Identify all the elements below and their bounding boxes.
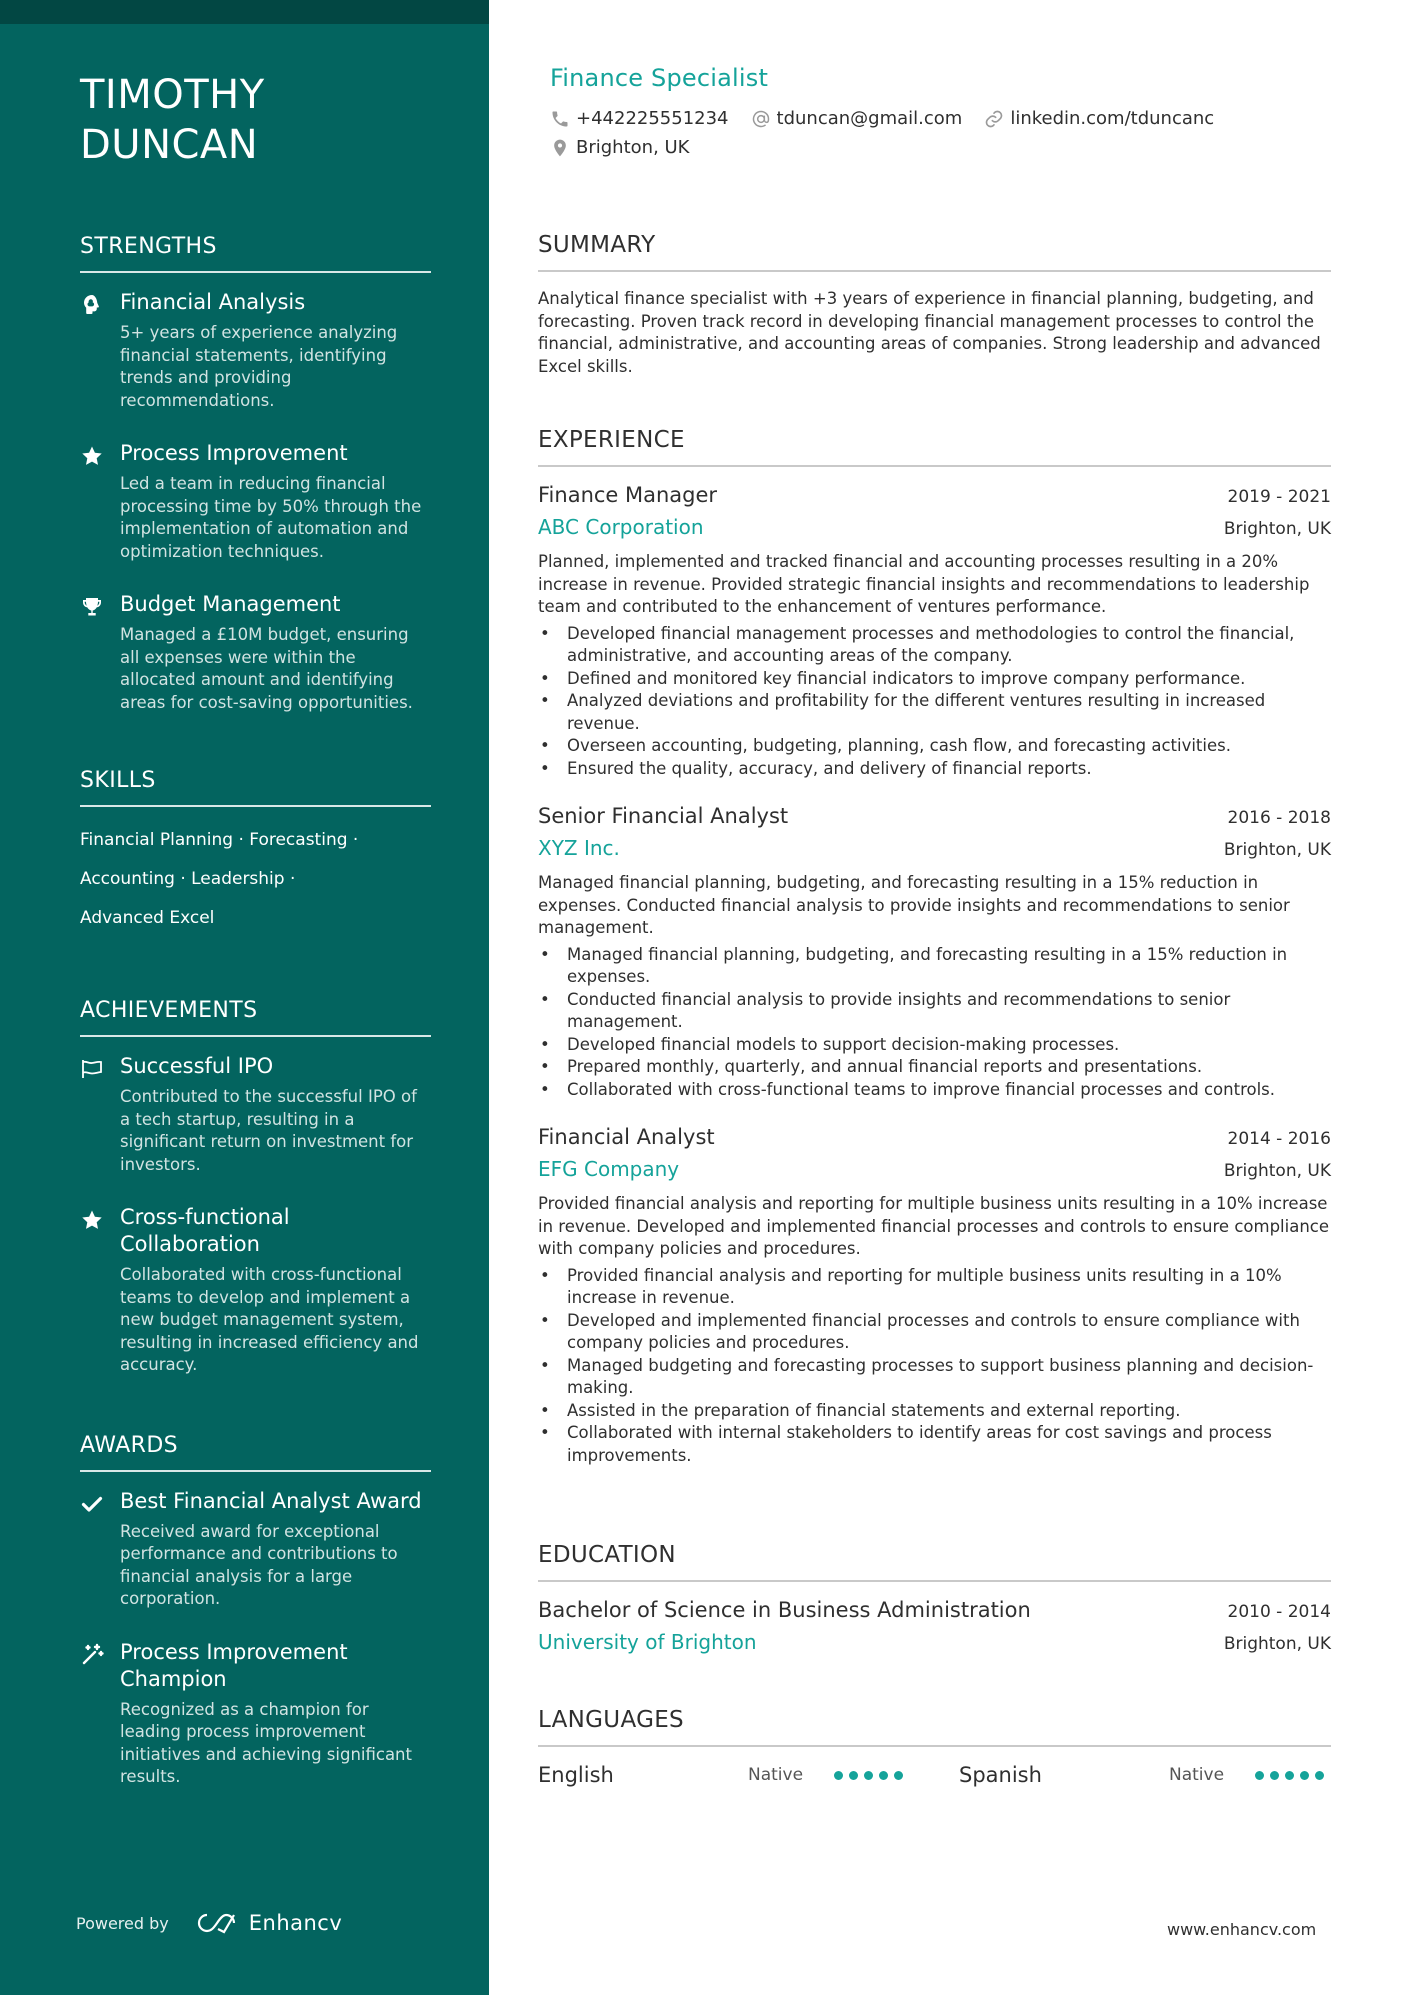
bullet-item: • Developed and implemented financial processes and controls to ensure compliance with company policies and procedures. — [538, 1310, 1331, 1355]
bullet-item: • Collaborated with internal stakeholders to identify areas for cost savings and process improvements. — [538, 1422, 1331, 1467]
bullet-item: • Developed financial management processes and methodologies to control the financial, administrative, and accounting areas of the company. — [538, 623, 1331, 668]
proficiency-dot — [1255, 1771, 1264, 1780]
footer-url[interactable]: www.enhancv.com — [1167, 1920, 1317, 1939]
proficiency-dots — [834, 1771, 909, 1780]
proficiency-dot — [1315, 1771, 1324, 1780]
entry-subheader — [538, 507, 1331, 539]
proficiency-dot — [864, 1771, 873, 1780]
proficiency-dots — [1255, 1771, 1330, 1780]
flag-icon — [80, 1053, 108, 1176]
email-text: tduncan@gmail.com — [776, 108, 963, 129]
location-pin-icon — [550, 138, 570, 158]
entry-company: ABC Corporation — [538, 515, 704, 539]
education-degree: Bachelor of Science in Business Administration — [538, 1598, 1031, 1622]
summary-heading: SUMMARY — [538, 232, 1331, 272]
award-text — [120, 1488, 431, 1611]
entry-role: Senior Financial Analyst — [538, 804, 789, 828]
experience-entry — [538, 804, 1331, 1101]
achievements-section — [80, 998, 431, 1377]
strength-item — [80, 289, 431, 412]
entry-bullets — [538, 1265, 1331, 1468]
sidebar-content — [80, 70, 431, 1789]
experience-section — [538, 427, 1331, 1467]
bullet-item: • Conducted financial analysis to provide insights and recommendations to senior management. — [538, 989, 1331, 1034]
entry-role: Financial Analyst — [538, 1125, 715, 1149]
linkedin-text: linkedin.com/tduncanc — [1010, 108, 1215, 129]
entry-header — [538, 1125, 1331, 1149]
bullet-item: • Provided financial analysis and reporting for multiple business units resulting in a 10% increase in revenue. — [538, 1265, 1331, 1310]
entry-dates: 2019 - 2021 — [1227, 487, 1331, 507]
trophy-icon — [80, 591, 108, 714]
summary-text: Analytical finance specialist with +3 years of experience in financial planning, budgeting, and forecasting. Proven track record in developing financial management processes to control the financial, administrative, and accounting areas of companies. Strong leadership and advanced Excel skills. — [538, 289, 1321, 376]
achievement-text — [120, 1053, 431, 1176]
education-heading: EDUCATION — [538, 1542, 1331, 1582]
powered-by-label: Powered by — [76, 1913, 169, 1933]
bullet-item: • Prepared monthly, quarterly, and annual financial reports and presentations. — [538, 1056, 1331, 1079]
entry-role: Finance Manager — [538, 483, 718, 507]
bullet-item: • Analyzed deviations and profitability for the different ventures resulting in increased revenue. — [538, 690, 1331, 735]
education-entry — [538, 1598, 1331, 1654]
achievement-item — [80, 1204, 431, 1377]
bullet-item: • Developed financial models to support decision-making processes. — [538, 1034, 1331, 1057]
bullet-item: • Assisted in the preparation of financial statements and external reporting. — [538, 1400, 1331, 1423]
entry-bullets — [538, 623, 1331, 781]
last-name: DUNCAN — [80, 122, 259, 168]
education-school: University of Brighton — [538, 1630, 757, 1654]
contact-location — [550, 137, 689, 158]
strengths-heading: STRENGTHS — [80, 234, 431, 273]
award-title: Process Improvement Champion — [120, 1639, 348, 1691]
award-title: Best Financial Analyst Award — [120, 1488, 422, 1513]
entry-header — [538, 804, 1331, 828]
achievement-desc: Collaborated with cross-functional teams to develop and implement a new budget management system, resulting in increased efficiency and accuracy. — [120, 1265, 419, 1374]
check-icon — [80, 1488, 108, 1611]
achievements-heading: ACHIEVEMENTS — [80, 998, 431, 1037]
entry-bullets — [538, 944, 1331, 1102]
link-icon — [984, 109, 1004, 129]
strength-title: Financial Analysis — [120, 290, 306, 314]
strength-title: Process Improvement — [120, 441, 348, 465]
star-icon — [80, 1204, 108, 1377]
proficiency-dot — [879, 1771, 888, 1780]
contact-email[interactable] — [751, 108, 963, 129]
experience-entry — [538, 483, 1331, 780]
proficiency-dot — [834, 1771, 843, 1780]
brain-icon — [80, 289, 108, 412]
award-desc: Recognized as a champion for leading process improvement initiatives and achieving significant results. — [120, 1699, 412, 1786]
enhancv-logo[interactable] — [195, 1910, 343, 1936]
strength-desc: Managed a £10M budget, ensuring all expenses were within the allocated amount and identifying areas for cost-saving opportunities. — [120, 625, 413, 712]
strength-item — [80, 591, 431, 714]
contact-list — [550, 108, 1331, 166]
languages-section — [538, 1707, 1331, 1787]
phone-text: +442225551234 — [576, 108, 729, 129]
strength-desc: Led a team in reducing financial processing time by 50% through the implementation of automation and optimization techniques. — [120, 474, 422, 561]
summary-section — [538, 232, 1331, 378]
language-level: Native — [1169, 1765, 1225, 1785]
language-name: Spanish — [959, 1763, 1042, 1787]
phone-icon — [550, 109, 570, 129]
skills-line: Financial Planning · Forecasting · — [80, 830, 359, 850]
entry-subheader — [538, 1149, 1331, 1181]
magic-wand-icon — [80, 1639, 108, 1789]
entry-description: Provided financial analysis and reporting for multiple business units resulting in a 10% increase in revenue. Developed and implemented financial processes and controls to ensure compliance with company policies and procedures. — [538, 1194, 1330, 1258]
achievement-title: Cross-functional Collaboration — [120, 1205, 290, 1256]
entry-subheader — [538, 828, 1331, 860]
strength-text — [120, 591, 431, 714]
language-item — [538, 1763, 959, 1787]
language-name: English — [538, 1763, 614, 1787]
skills-heading: SKILLS — [80, 768, 431, 807]
sidebar — [0, 0, 489, 1995]
proficiency-dot — [1300, 1771, 1309, 1780]
strength-desc: 5+ years of experience analyzing financial statements, identifying trends and providing recommendations. — [120, 323, 398, 410]
skills-line: Accounting · Leadership · — [80, 869, 296, 889]
entry-location: Brighton, UK — [1223, 519, 1331, 539]
sidebar-top-bar — [0, 0, 489, 24]
skills-line: Advanced Excel — [80, 908, 215, 928]
candidate-name — [80, 70, 431, 170]
header — [538, 64, 1331, 166]
awards-heading: AWARDS — [80, 1433, 431, 1472]
proficiency-dot — [894, 1771, 903, 1780]
strength-text — [120, 440, 431, 563]
award-item — [80, 1639, 431, 1789]
entry-dates: 2014 - 2016 — [1227, 1129, 1331, 1149]
bullet-item: • Managed financial planning, budgeting, and forecasting resulting in a 15% reduction in expenses. — [538, 944, 1331, 989]
contact-phone[interactable] — [550, 108, 729, 129]
job-title: Finance Specialist — [550, 64, 769, 92]
skills-section — [80, 768, 431, 938]
bullet-item: • Managed budgeting and forecasting processes to support business planning and decision-making. — [538, 1355, 1331, 1400]
experience-entry — [538, 1125, 1331, 1467]
enhancv-name: Enhancv — [248, 1911, 343, 1935]
enhancv-logo-icon — [195, 1910, 241, 1936]
strength-title: Budget Management — [120, 592, 341, 616]
entry-header — [538, 1598, 1331, 1622]
first-name: TIMOTHY — [80, 72, 265, 118]
language-level: Native — [748, 1765, 804, 1785]
bullet-item: • Collaborated with cross-functional teams to improve financial processes and controls. — [538, 1079, 1331, 1102]
entry-dates: 2016 - 2018 — [1227, 808, 1331, 828]
powered-by — [76, 1910, 342, 1936]
contact-linkedin[interactable] — [984, 108, 1214, 129]
proficiency-dot — [1270, 1771, 1279, 1780]
awards-section — [80, 1433, 431, 1789]
entry-header — [538, 483, 1331, 507]
strength-item — [80, 440, 431, 563]
entry-location: Brighton, UK — [1223, 840, 1331, 860]
entry-subheader — [538, 1622, 1331, 1654]
entry-location: Brighton, UK — [1223, 1161, 1331, 1181]
award-desc: Received award for exceptional performance and contributions to financial analysis for a large corporation. — [120, 1521, 398, 1608]
star-icon — [80, 440, 108, 563]
achievement-title: Successful IPO — [120, 1054, 274, 1078]
achievement-text — [120, 1204, 431, 1377]
education-location: Brighton, UK — [1223, 1634, 1331, 1654]
language-item — [959, 1763, 1331, 1787]
strength-text — [120, 289, 431, 412]
proficiency-dot — [849, 1771, 858, 1780]
achievement-item — [80, 1053, 431, 1176]
location-text: Brighton, UK — [576, 137, 690, 158]
award-item — [80, 1488, 431, 1611]
languages-list — [538, 1763, 1331, 1787]
languages-heading: LANGUAGES — [538, 1707, 1331, 1747]
entry-company: EFG Company — [538, 1157, 680, 1181]
entry-description: Managed financial planning, budgeting, and forecasting resulting in a 15% reduction in expenses. Conducted financial analysis to provide insights and recommendations to senior management. — [538, 873, 1290, 937]
skills-list — [80, 821, 431, 938]
entry-company: XYZ Inc. — [538, 836, 620, 860]
entry-description: Planned, implemented and tracked financial and accounting processes resulting in a 20% increase in revenue. Provided strategic financial insights and recommendations to leadership team and contributed to the enhancement of ventures performance. — [538, 552, 1310, 616]
experience-heading: EXPERIENCE — [538, 427, 1331, 467]
at-icon — [751, 109, 771, 129]
proficiency-dot — [1285, 1771, 1294, 1780]
bullet-item: • Defined and monitored key financial indicators to improve company performance. — [538, 668, 1331, 691]
achievement-desc: Contributed to the successful IPO of a tech startup, resulting in a significant return on investment for investors. — [120, 1087, 417, 1174]
education-section — [538, 1542, 1331, 1654]
bullet-item: • Ensured the quality, accuracy, and delivery of financial reports. — [538, 758, 1331, 781]
education-dates: 2010 - 2014 — [1227, 1602, 1331, 1622]
award-text — [120, 1639, 431, 1789]
strengths-section — [80, 234, 431, 714]
bullet-item: • Overseen accounting, budgeting, planning, cash flow, and forecasting activities. — [538, 735, 1331, 758]
